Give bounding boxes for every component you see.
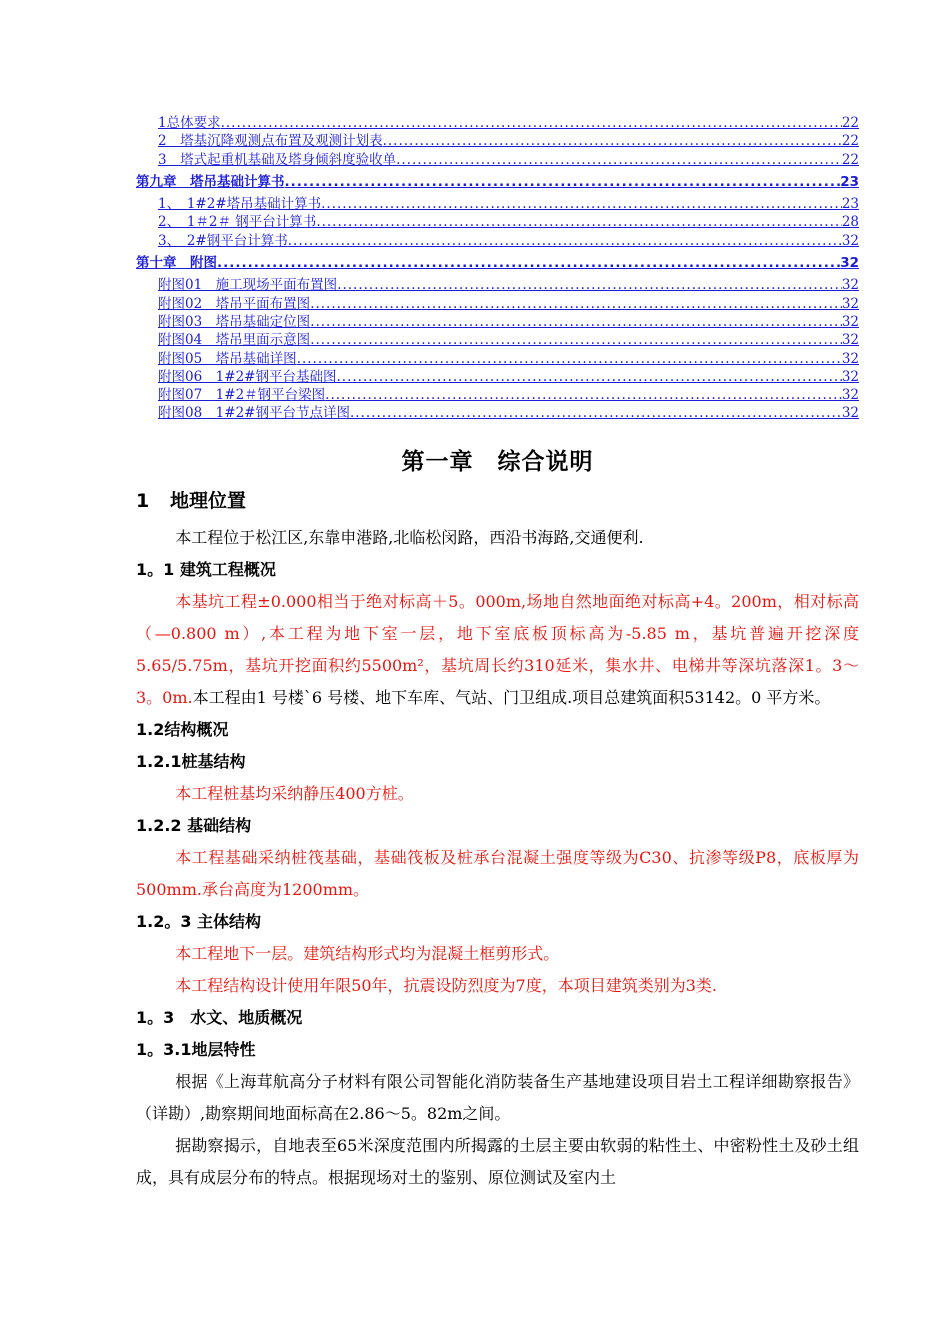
toc-leader-dots xyxy=(297,350,842,368)
toc-entry-title: 第九章 塔吊基础计算书 xyxy=(136,173,285,190)
toc-entry-link[interactable] xyxy=(136,295,859,313)
toc-entry-link[interactable] xyxy=(136,331,859,349)
toc-entry-link[interactable] xyxy=(136,132,859,150)
toc-leader-dots xyxy=(221,114,842,132)
toc-entry-title: 第十章 附图 xyxy=(136,255,217,272)
heading-1-3: 1。3 水文、地质概况 xyxy=(136,1008,303,1027)
paragraph-overview xyxy=(136,586,859,714)
paragraph-location: 本工程位于松江区,东靠申港路,北临松闵路，西沿书海路,交通便利. xyxy=(175,528,644,547)
paragraph-pile: 本工程桩基均采纳静压400方桩。 xyxy=(175,784,414,803)
toc-entry-link[interactable] xyxy=(136,276,859,294)
toc-page-number: 32 xyxy=(841,295,859,312)
toc-leader-dots xyxy=(310,313,842,331)
toc-page-number: 32 xyxy=(841,313,859,330)
toc-entry-link[interactable] xyxy=(136,232,859,250)
toc-page-number: 32 xyxy=(841,277,859,294)
paragraph-design-life: 本工程结构设计使用年限50年，抗震设防烈度为7度，本项目建筑类别为3类. xyxy=(175,976,717,995)
toc-entry-link[interactable] xyxy=(136,368,859,386)
section-title: 地理位置 xyxy=(170,490,247,512)
toc-leader-dots xyxy=(337,276,842,294)
toc-page-number: 32 xyxy=(841,368,859,385)
heading-1-1: 1。1 建筑工程概况 xyxy=(136,560,276,579)
toc-entry-title: 附图08 1#2#钢平台节点详图 xyxy=(158,405,350,422)
toc-leader-dots xyxy=(396,151,842,169)
toc-leader-dots xyxy=(336,368,841,386)
toc-entry-title: 附图06 1#2#钢平台基础图 xyxy=(158,368,337,385)
toc-page-number: 22 xyxy=(841,115,859,131)
toc-entry-title: 3 塔式起重机基础及塔身倾斜度验收单 xyxy=(158,151,397,168)
toc-leader-dots xyxy=(325,386,842,404)
toc-entry-link[interactable] xyxy=(136,151,859,169)
toc-entry-link[interactable] xyxy=(136,350,859,368)
toc-entry-link[interactable] xyxy=(136,195,859,213)
toc-page-number: 22 xyxy=(841,133,859,150)
chapter-title: 第一章 综合说明 xyxy=(401,449,594,475)
heading-1-2-3: 1.2。3 主体结构 xyxy=(136,912,262,931)
toc-entry-title: 附图05 塔吊基础详图 xyxy=(158,350,297,367)
section-number: 1 xyxy=(136,490,150,512)
toc-leader-dots xyxy=(321,195,842,213)
paragraph-foundation: 本工程基础采纳桩筏基础，基础筏板及桩承台混凝土强度等级为C30、抗渗等级P8，底板厚为500mm.承台高度为1200mm。 xyxy=(136,848,859,899)
toc-entry-title: 3、 2#钢平台计算书 xyxy=(158,232,288,249)
toc-chapter-link[interactable] xyxy=(136,173,859,191)
toc-page-number: 23 xyxy=(841,196,859,213)
toc-leader-dots xyxy=(288,232,842,250)
toc-page-number: 28 xyxy=(841,214,859,231)
toc-page-number: 32 xyxy=(841,387,859,404)
toc-leader-dots xyxy=(217,254,840,272)
toc-page-number: 23 xyxy=(840,173,859,190)
toc-page-number: 32 xyxy=(841,405,859,422)
toc-leader-dots xyxy=(383,132,842,150)
toc-entry-link[interactable] xyxy=(136,313,859,331)
toc-entry-title: 附图07 1#2＃钢平台梁图 xyxy=(158,387,326,404)
paragraph-survey: 根据《上海茸航高分子材料有限公司智能化消防装备生产基地建设项目岩土工程详细勘察报告》（详勘）,勘察期间地面标高在2.86～5。82m之间。 xyxy=(136,1072,859,1123)
toc-page-number: 32 xyxy=(841,232,859,249)
toc-page-number: 32 xyxy=(841,332,859,349)
toc-entry-link[interactable] xyxy=(136,114,859,132)
toc-entry-link[interactable] xyxy=(136,386,859,404)
heading-1-3-1: 1。3.1地层特性 xyxy=(136,1040,256,1059)
heading-1-2-1: 1.2.1桩基结构 xyxy=(136,752,246,771)
document-body xyxy=(136,444,859,1194)
heading-1-2: 1.2结构概况 xyxy=(136,720,229,739)
red-text: 本基坑工程±0.000相当于绝对标高＋5。000m,场地自然地面绝对标高+4。200m，相对标高（—0.800 m）,本工程为地下室一层，地下室底板顶标高为-5.85 m，基坑普遍开挖深度5.65/5.75m，基坑开挖面积约5500m²，基坑周长约310延米，集水井、电梯井等深坑落深1。3～3。0m. xyxy=(136,592,859,707)
black-text: 本工程由1 号楼`6 号楼、地下车库、气站、门卫组成.项目总建筑面积53142。0 平方米。 xyxy=(192,688,831,707)
toc-chapter-link[interactable] xyxy=(136,254,859,272)
paragraph-strata: 据勘察揭示，自地表至65米深度范围内所揭露的土层主要由软弱的粘性土、中密粉性土及砂土组成，具有成层分布的特点。根据现场对土的鉴别、原位测试及室内土 xyxy=(136,1136,859,1187)
toc-leader-dots xyxy=(350,404,842,422)
toc-leader-dots xyxy=(310,295,842,313)
section-heading xyxy=(136,480,859,522)
toc-leader-dots xyxy=(310,331,842,349)
toc-entry-title: 附图03 塔吊基础定位图 xyxy=(158,313,311,330)
toc-entry-title: 1、 1#2#塔吊基础计算书 xyxy=(158,196,322,213)
toc-entry-link[interactable] xyxy=(136,404,859,422)
toc-page-number: 32 xyxy=(840,255,859,272)
toc-entry-title: 附图02 塔吊平面布置图 xyxy=(158,295,311,312)
toc-entry-title: 2 塔基沉降观测点布置及观测计划表 xyxy=(158,133,383,150)
toc-entry-title: 2、 1＃2＃ 钢平台计算书 xyxy=(158,214,317,231)
toc-entry-title: 附图01 施工现场平面布置图 xyxy=(158,277,338,294)
toc-page-number: 32 xyxy=(841,350,859,367)
toc-entry-link[interactable] xyxy=(136,213,859,231)
heading-1-2-2: 1.2.2 基础结构 xyxy=(136,816,252,835)
paragraph-main-structure: 本工程地下一层。建筑结构形式均为混凝土框剪形式。 xyxy=(175,944,560,963)
toc-leader-dots xyxy=(285,173,841,191)
toc-leader-dots xyxy=(316,213,842,231)
toc-entry-title: 附图04 塔吊里面示意图 xyxy=(158,332,311,349)
toc-page-number: 22 xyxy=(841,151,859,168)
toc-entry-title: 1总体要求 xyxy=(158,115,221,131)
table-of-contents xyxy=(136,114,859,423)
